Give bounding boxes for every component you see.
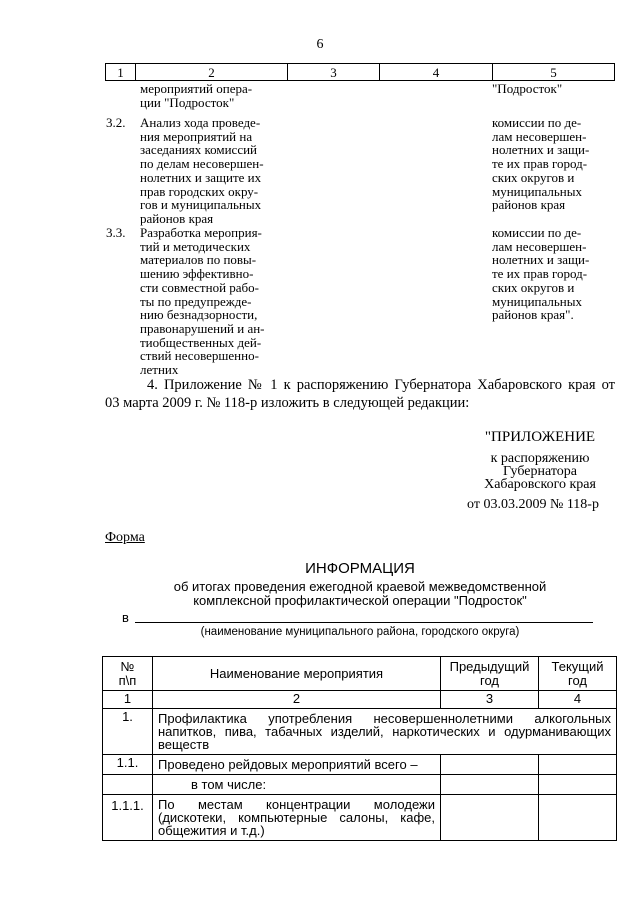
info-subtitle — [105, 580, 615, 608]
row-name: в том числе: — [153, 775, 441, 795]
row-prev-value[interactable] — [441, 755, 539, 775]
row-curr-value[interactable] — [539, 775, 617, 795]
row-curr-value[interactable] — [539, 795, 617, 841]
header-prev-year: Предыдущий год — [441, 657, 539, 691]
top-header-col-5: 5 — [550, 65, 557, 80]
index-cell-2: 2 — [153, 691, 441, 709]
info-subtitle-line-1: об итогах проведения ежегодной краевой межведомственной — [173, 579, 547, 594]
row-prev-value[interactable] — [441, 775, 539, 795]
row-num: 1. — [103, 709, 153, 755]
row-prev-value[interactable] — [441, 795, 539, 841]
index-cell-4: 4 — [539, 691, 617, 709]
appendix-line-4: от 03.03.2009 № 118-р — [467, 497, 599, 512]
info-subtitle-line-2: комплексной профилактической операции "Подросток" — [193, 593, 527, 608]
paragraph-line-1: 4. Приложение № 1 к распоряжению Губернатора Хабаровского края от — [147, 377, 615, 393]
row-name: По местам концентрации молодежи (дискотеки, компьютерные салоны, кафе, общежития и т.д.) — [153, 795, 441, 841]
form-label: Форма — [105, 530, 145, 545]
row-curr-value[interactable] — [539, 755, 617, 775]
row-3-3-responsible: комиссии по де- лам несовершен- нолетних и защи- те их прав город- ских округов и муниципальных районов края". — [492, 225, 590, 323]
info-title: ИНФОРМАЦИЯ — [305, 560, 415, 577]
row-3-3-description: Разработка мероприя- тий и методических материалов по повы- шению эффективно- сти совместной рабо- ты по предупрежде- нию безнадзорности, правонарушений и ан- тиобщественных дей- ствий несовершенно- летних — [140, 225, 265, 378]
appendix-line-1: к распоряжению — [490, 451, 590, 466]
index-cell-3: 3 — [441, 691, 539, 709]
page-number: 6 — [316, 37, 324, 52]
table-row — [103, 755, 617, 775]
row-num: 1.1.1. — [103, 795, 153, 841]
amendment-paragraph — [105, 376, 615, 412]
header-num: № п\п — [103, 657, 153, 691]
row-num: 1.1. — [103, 755, 153, 775]
table-header-row — [103, 657, 617, 691]
table-row — [103, 795, 617, 841]
table-index-row — [103, 691, 617, 709]
appendix-line-2: Губернатора — [502, 464, 578, 479]
top-header-col-2: 2 — [136, 64, 288, 80]
row-number-3-3: 3.3. — [106, 225, 126, 240]
header-curr-year: Текущий год — [539, 657, 617, 691]
row-number-3-2: 3.2. — [106, 115, 126, 130]
appendix-title: "ПРИЛОЖЕНИЕ — [484, 429, 596, 445]
continuation-col2: мероприятий опера- ции "Подросток" — [140, 81, 253, 110]
paragraph-line-2: 03 марта 2009 г. № 118-р изложить в следующей редакции: — [105, 395, 470, 411]
appendix-line-3: Хабаровского края — [484, 477, 596, 492]
row-num — [103, 775, 153, 795]
row-3-2-responsible: комиссии по де- лам несовершен- нолетних и защи- те их прав город- ских округов и муниципальных районов края — [492, 115, 590, 213]
in-label: в — [122, 610, 129, 625]
top-header-col-3: 3 — [288, 64, 380, 80]
index-cell-1: 1 — [103, 691, 153, 709]
continuation-col5: "Подросток" — [492, 81, 563, 96]
top-header-col-1: 1 — [106, 64, 136, 80]
row-3-2-description: Анализ хода проведе- ния мероприятий на заседаниях комиссий по делам несовершен- нолетних и защите их прав городских окру- гов и муниципальных районов края — [140, 115, 264, 226]
row-name: Проведено рейдовых мероприятий всего – — [153, 755, 441, 775]
municipality-caption: (наименование муниципального района, городского округа) — [200, 626, 520, 638]
row-section-title: Профилактика употребления несовершеннолетними алкогольных напитков, пива, табачных изделий, наркотических и одурманивающих веществ — [153, 709, 617, 755]
table-row — [103, 775, 617, 795]
top-header-col-4: 4 — [380, 64, 493, 80]
header-name: Наименование мероприятия — [153, 657, 441, 691]
municipality-fill-line — [135, 622, 593, 623]
table-row — [103, 709, 617, 755]
top-table-header — [105, 63, 615, 81]
info-form-table — [102, 656, 617, 841]
